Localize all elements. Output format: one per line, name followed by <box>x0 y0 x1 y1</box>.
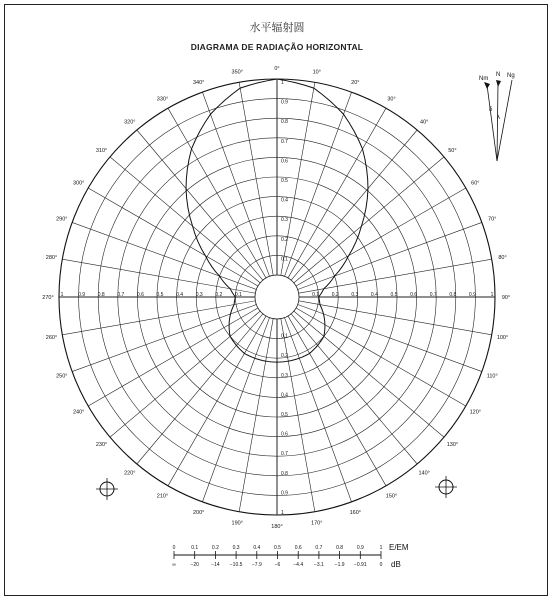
spoke-line <box>291 130 417 280</box>
angle-label: 350° <box>231 69 243 76</box>
angle-label: 310° <box>95 147 108 154</box>
radial-tick-label: 0.3 <box>351 292 359 298</box>
radial-tick-label: 0.2 <box>281 236 288 243</box>
radial-tick-label: 0.5 <box>281 178 288 184</box>
spoke-line <box>288 316 386 486</box>
scale-ee-label: 0.6 <box>294 545 302 551</box>
scale-ee-unit: E/EM <box>389 543 409 552</box>
angle-label: 270° <box>42 295 54 301</box>
radial-tick-label: 0.9 <box>468 292 476 298</box>
radial-tick-label: 0.9 <box>78 292 86 298</box>
angle-label: 30° <box>387 96 396 103</box>
compass-arrowhead <box>496 80 501 87</box>
angle-label: 200° <box>192 510 205 517</box>
radial-tick-label: 0.5 <box>156 292 164 298</box>
radial-tick-label: 0.4 <box>176 292 184 298</box>
radial-tick-label: 0.5 <box>390 292 398 298</box>
radial-tick-label: 0.8 <box>281 119 288 126</box>
radial-tick-label: 0.3 <box>281 217 288 224</box>
compass-arrow <box>487 85 497 161</box>
angle-label: 150° <box>385 493 398 500</box>
radial-tick-label: 0.6 <box>136 292 144 298</box>
compass-label: N <box>496 72 501 78</box>
spoke-line <box>168 316 266 486</box>
scale-ee-label: 0.3 <box>232 545 240 551</box>
scale-db-label: −7.9 <box>251 562 262 568</box>
angle-label: 70° <box>488 216 497 223</box>
angle-label: 170° <box>311 520 323 527</box>
compass-rose <box>479 72 515 161</box>
scale-db-unit: dB <box>391 560 401 569</box>
radial-tick-label: 0.1 <box>281 256 288 263</box>
scale-db-label: −20 <box>190 562 199 568</box>
angle-label: 20° <box>351 79 360 86</box>
angle-label: 130° <box>446 442 459 449</box>
spoke-line <box>296 188 466 286</box>
radial-tick-label: 0.6 <box>410 292 418 298</box>
radial-tick-label: 0.2 <box>281 353 288 360</box>
angle-label: 90° <box>501 295 511 301</box>
radial-tick-label: 0.7 <box>429 292 437 298</box>
spoke-line <box>294 157 444 283</box>
chart-title: DIAGRAMA DE RADIAÇÃO HORIZONTAL <box>190 42 364 52</box>
radial-tick-label: 0.7 <box>117 292 125 298</box>
radial-tick-label: 0.6 <box>281 158 288 165</box>
radial-tick-label: 0.2 <box>331 292 339 298</box>
angle-label: 250° <box>56 373 68 380</box>
scale-ee-label: 0.4 <box>253 545 261 551</box>
scale-db-label: −0.91 <box>353 562 367 568</box>
angle-label: 140° <box>418 470 430 477</box>
scale-ee-label: 0.8 <box>336 545 344 551</box>
radial-tick-label: 0.1 <box>312 292 320 298</box>
spoke-line <box>137 130 263 280</box>
radial-tick-label: 0.6 <box>281 431 288 438</box>
compass-label: δ <box>489 107 493 113</box>
radial-tick-label: 0.8 <box>449 292 457 298</box>
angle-label: 50° <box>448 147 457 154</box>
radial-tick-label: 0.5 <box>281 412 288 418</box>
angle-label: 60° <box>471 180 480 187</box>
radial-tick-label: 0.3 <box>195 292 203 298</box>
compass-arrow <box>497 83 498 161</box>
radial-tick-label: 0.4 <box>281 197 288 204</box>
spoke-line <box>239 82 273 275</box>
scale-db-label: −3.1 <box>313 562 324 568</box>
radial-tick-label: 0.3 <box>281 372 288 379</box>
compass-label: Nm <box>479 76 489 82</box>
scale-db-label: −4.4 <box>293 562 304 568</box>
scale-ee-label: 0.5 <box>274 545 281 551</box>
angle-label: 300° <box>72 180 85 187</box>
scale-db-label: −6 <box>274 562 281 568</box>
angle-label: 330° <box>156 96 169 103</box>
radial-tick-label: 0.8 <box>97 292 105 298</box>
scale-bar <box>172 543 409 569</box>
radial-tick-label: 1 <box>281 80 284 86</box>
compass-label: Ng <box>507 73 515 79</box>
spoke-line <box>291 314 417 464</box>
angle-label: 190° <box>231 520 243 527</box>
compass-arrowhead <box>484 82 490 89</box>
spoke-line <box>88 308 258 406</box>
angle-label: 260° <box>45 334 58 341</box>
scale-ee-label: 1 <box>379 545 383 551</box>
angle-label: 100° <box>496 334 509 341</box>
angle-label: 290° <box>56 216 68 223</box>
angle-label: 110° <box>486 373 498 380</box>
radial-tick-label: 0.7 <box>281 451 288 458</box>
spoke-line <box>168 108 266 278</box>
angle-label: 160° <box>349 510 362 517</box>
radial-tick-label: 0.7 <box>281 138 288 145</box>
compass-label: λ <box>497 115 500 121</box>
scale-db-label: ∞ <box>172 562 176 568</box>
radial-tick-label: 0.1 <box>234 292 242 298</box>
radial-tick-label: 0.1 <box>281 333 288 340</box>
scale-ee-label: 0.9 <box>356 545 364 551</box>
scale-ee-label: 0.2 <box>211 545 219 551</box>
radial-tick-label: 0.2 <box>215 292 223 298</box>
angle-label: 120° <box>469 409 482 416</box>
spoke-line <box>88 188 258 286</box>
angle-label: 10° <box>312 69 321 76</box>
angle-label: 340° <box>192 79 205 86</box>
scale-ee-label: 0.7 <box>315 545 323 551</box>
scale-ee-label: 0 <box>172 545 176 551</box>
spoke-line <box>299 301 492 335</box>
center-hub <box>255 275 299 319</box>
radial-tick-label: 1 <box>281 510 284 516</box>
angle-label: 240° <box>72 409 85 416</box>
scale-db-label: 0 <box>379 562 383 568</box>
radial-tick-label: 1 <box>60 292 64 298</box>
angle-label: 220° <box>124 470 136 477</box>
spoke-line <box>288 108 386 278</box>
spoke-line <box>137 314 263 464</box>
angle-label: 280° <box>45 255 58 262</box>
angle-labels <box>42 66 510 530</box>
chart-title-chinese: 水平辐射圆 <box>249 21 305 34</box>
angle-label: 80° <box>498 255 507 262</box>
scale-db-label: −14 <box>211 562 220 568</box>
scale-db-label: −1.9 <box>334 562 345 568</box>
spoke-line <box>299 259 492 293</box>
angle-label: 40° <box>420 119 429 126</box>
spoke-line <box>239 319 273 512</box>
radial-tick-label: 0.4 <box>281 392 288 399</box>
radial-tick-label: 0.4 <box>370 292 378 298</box>
spoke-line <box>110 157 260 283</box>
angle-label: 320° <box>124 119 136 126</box>
spoke-line <box>294 311 444 437</box>
angle-label: 180° <box>271 524 283 530</box>
angle-label: 0° <box>274 66 280 72</box>
spoke-line <box>62 259 255 293</box>
spoke-line <box>110 311 260 437</box>
angle-label: 210° <box>156 493 169 500</box>
radial-tick-label: 0.9 <box>281 99 288 106</box>
spoke-line <box>296 308 466 406</box>
spoke-line <box>62 301 255 335</box>
scale-ee-label: 0.1 <box>191 545 199 551</box>
scale-db-label: −10.5 <box>229 562 243 568</box>
radial-tick-label: 0.8 <box>281 470 288 477</box>
radial-tick-label: 0.9 <box>281 490 288 497</box>
angle-label: 230° <box>95 442 108 449</box>
radial-tick-label: 1 <box>490 292 494 298</box>
